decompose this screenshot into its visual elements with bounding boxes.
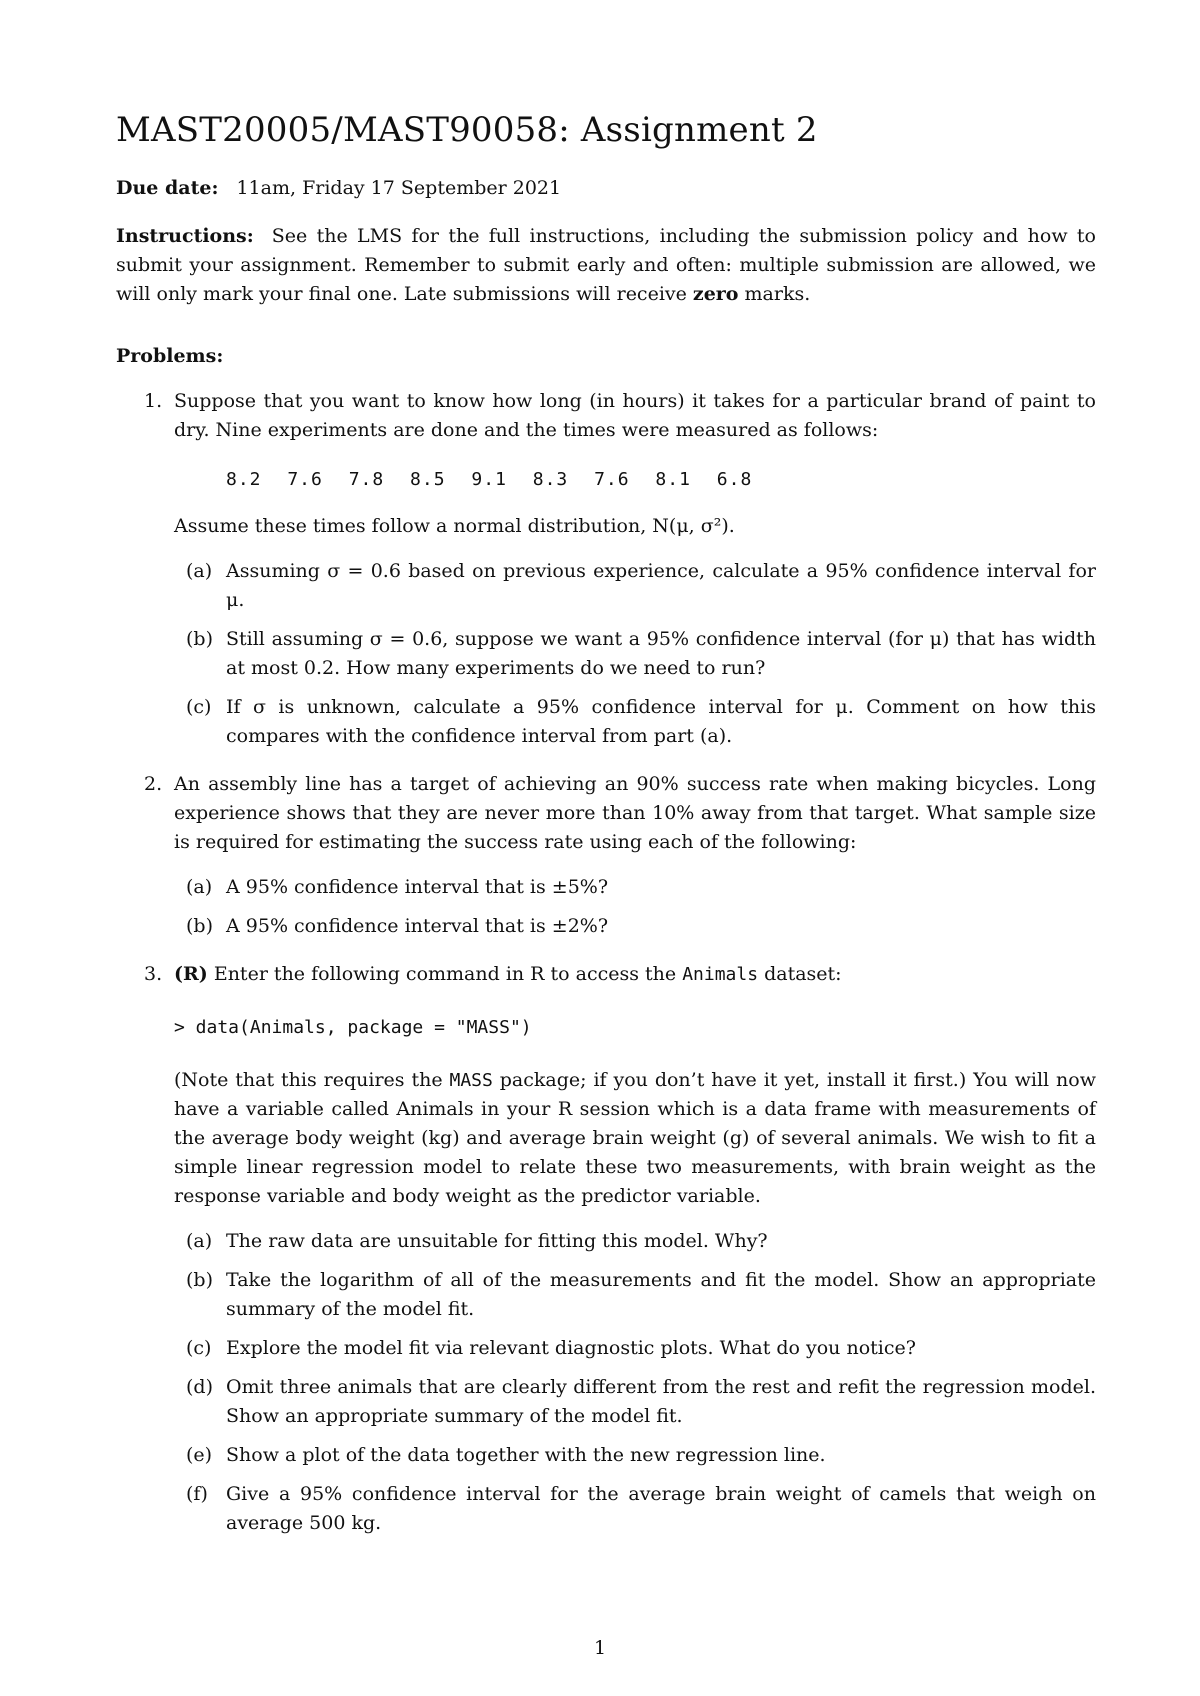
problem-3-parts [174,1227,1096,1538]
instructions-label: Instructions: [116,225,254,247]
due-date-label: Due date: [116,177,219,199]
problem-3-intro-text: Enter the following command in R to access the [213,963,677,985]
note-text-rest: package; if you don’t have it yet, install it first.) You will now have a variable called Animals in your R session which is a data frame with measurements of the average body weight (kg) and average brain weight (g) of several animals. We wish to fit a simple linear regression model to relate these two measurements, with brain weight as the response variable and body weight as the predictor variable. [174,1069,1096,1207]
part-text: Assuming σ = 0.6 based on previous experience, calculate a 95% confidence interval for μ. [226,560,1096,611]
problem-1 [116,387,1096,751]
part-text: Take the logarithm of all of the measurements and fit the model. Show an appropriate summary of the model fit. [226,1269,1096,1320]
assignment-page [116,108,1096,1557]
instructions-text: See the LMS for the full instructions, including the submission policy and how to submit your assignment. Remember to submit early and often: multiple submission are allowed, we will only mark your final one. Late submissions will receive [116,225,1096,305]
part-label: (e) [186,1444,213,1466]
problem-3-note [174,1066,1096,1211]
problem-3-part-a [174,1227,1096,1256]
part-text: A 95% confidence interval that is ±2%? [226,915,609,937]
problem-2-part-b [174,912,1096,941]
part-label: (c) [186,1337,212,1359]
problem-1-part-c [174,693,1096,751]
page-number: 1 [593,1637,607,1659]
problem-1-part-a [174,557,1096,615]
due-date-value: 11am, Friday 17 September 2021 [236,177,562,199]
part-text: A 95% confidence interval that is ±5%? [226,876,609,898]
part-label: (b) [186,1269,213,1291]
part-text: Omit three animals that are clearly different from the rest and refit the regression model. Show an appropriate summary of the model fit. [226,1376,1096,1427]
part-label: (c) [186,696,212,718]
part-label: (a) [186,560,213,582]
part-label: (f) [186,1483,208,1505]
package-name: MASS [449,1070,493,1091]
r-tag: (R) [174,963,208,985]
page-title: MAST20005/MAST90058: Assignment 2 [116,110,818,150]
part-text: Give a 95% confidence interval for the average brain weight of camels that weigh on average 500 kg. [226,1483,1096,1534]
problem-2-number: 2. [144,773,163,795]
problem-2-intro: An assembly line has a target of achieving an 90% success rate when making bicycles. Long experience shows that they are never more than 10% away from that target. What sample size is required for estimating the success rate using each of the following: [174,773,1096,853]
problem-3-part-d [174,1373,1096,1431]
due-date-line [116,174,1096,203]
part-text: The raw data are unsuitable for fitting this model. Why? [226,1230,768,1252]
part-label: (a) [186,876,213,898]
problem-3-part-b [174,1266,1096,1324]
problem-3 [116,960,1096,1538]
problems-heading: Problems: [116,345,224,367]
problem-2 [116,770,1096,941]
part-text: Still assuming σ = 0.6, suppose we want a 95% confidence interval (for μ) that has width at most 0.2. How many experiments do we need to run? [226,628,1096,679]
instructions-text-end: marks. [744,283,811,305]
instructions-paragraph [116,222,1096,309]
problem-2-parts [174,873,1096,941]
problem-3-part-f [174,1480,1096,1538]
problem-3-part-e [174,1441,1096,1470]
problem-1-intro: Suppose that you want to know how long (in hours) it takes for a particular brand of paint to dry. Nine experiments are done and the times were measured as follows: [174,390,1096,441]
problem-3-part-c [174,1334,1096,1363]
part-label: (d) [186,1376,213,1398]
part-label: (b) [186,628,213,650]
part-label: (a) [186,1230,213,1252]
problem-1-assumption: Assume these times follow a normal distribution, N(μ, σ²). [174,515,735,537]
part-text: Show a plot of the data together with the new regression line. [226,1444,826,1466]
drying-times-data: 8.2 7.6 7.8 8.5 9.1 8.3 7.6 8.1 6.8 [226,469,753,490]
problem-3-intro [174,960,1096,989]
dataset-name: Animals [682,964,759,985]
problem-1-number: 1. [144,390,163,412]
instructions-zero: zero [692,283,739,305]
problem-list [116,387,1096,1538]
problem-1-part-b [174,625,1096,683]
note-text: (Note that this requires the [174,1069,443,1091]
part-text: If σ is unknown, calculate a 95% confidence interval for μ. Comment on how this compares with the confidence interval from part (a). [226,696,1096,747]
part-text: Explore the model fit via relevant diagnostic plots. What do you notice? [226,1337,916,1359]
problem-3-intro-end: dataset: [764,963,842,985]
problem-3-number: 3. [144,963,163,985]
problem-2-part-a [174,873,1096,902]
problem-1-parts [174,557,1096,751]
part-label: (b) [186,915,213,937]
r-command-code: > data(Animals, package = "MASS") [174,1017,532,1038]
